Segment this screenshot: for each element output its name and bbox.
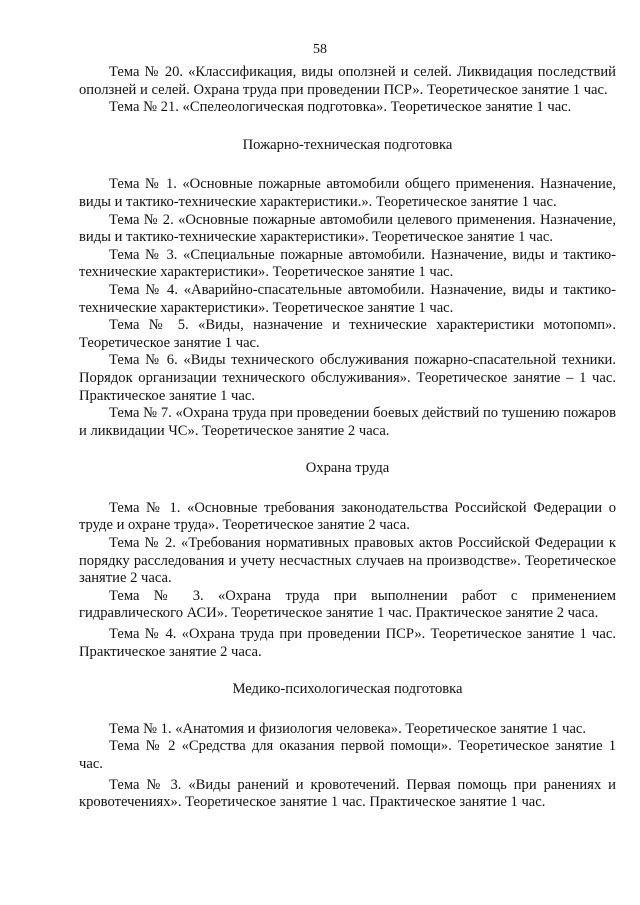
section-title-medical: Медико-психологическая подготовка (232, 681, 463, 698)
intro-paragraph: Тема № 21. «Спелеологическая подготовка». Теоретическое занятие 1 час. (109, 99, 572, 116)
section-title-fire-tech: Пожарно-техническая подготовка (242, 136, 453, 153)
topic-paragraph: Тема № 1. «Основные требования законодательства Российской Федерации о труде и охране труда». Теоретическое занятие 2 часа. (79, 499, 616, 534)
topic-paragraph: Тема № 1. «Анатомия и физиология человека». Теоретическое занятие 1 час. (109, 720, 587, 737)
topic-paragraph: Тема № 4. «Аварийно-спасательные автомобили. Назначение, виды и тактико-технические характеристики». Теоретическое занятие 1 час. (79, 281, 616, 316)
topic-paragraph: Тема № 5. «Виды, назначение и технические характеристики мотопомп». Теоретическое занятие 1 час. (79, 317, 616, 351)
topic-paragraph: Тема № 1. «Основные пожарные автомобили общего применения. Назначение, виды и тактико-технические характеристики.». Теоретическое занятие 1 час. (79, 176, 616, 210)
topic-paragraph: Тема № 3. «Охрана труда при выполнении работ с применением гидравлического АСИ». Теоретическое занятие 1 час. Практическое занятие 2 часа. (79, 587, 616, 622)
topic-paragraph: Тема № 2. «Основные пожарные автомобили целевого применения. Назначение, виды и тактико-технические характеристики». Теоретическое занятие 1 час. (79, 211, 616, 246)
topic-paragraph: Тема № 3. «Специальные пожарные автомобили. Назначение, виды и тактико-технические характеристики». Теоретическое занятие 1 час. (79, 246, 616, 281)
topic-paragraph: Тема № 2 «Средства для оказания первой помощи». Теоретическое занятие 1 час. (79, 738, 616, 772)
intro-paragraph: Тема № 20. «Классификация, виды оползней и селей. Ликвидация последствий оползней и селей. Охрана труда при проведении ПСР». Теоретическое занятие 1 час. (79, 64, 616, 98)
topic-paragraph: Тема № 3. «Виды ранений и кровотечений. Первая помощь при ранениях и кровотечениях». Теоретическое занятие 1 час. Практическое занятие 1 час. (79, 776, 616, 811)
section-title-labor-safety: Охрана труда (305, 460, 390, 477)
topic-paragraph: Тема № 4. «Охрана труда при проведении ПСР». Теоретическое занятие 1 час. Практическое занятие 2 часа. (79, 626, 616, 660)
topic-paragraph: Тема № 2. «Требования нормативных правовых актов Российской Федерации к порядку расследования и учету несчастных случаев на производстве». Теоретическое занятие 2 часа. (79, 535, 616, 587)
page-number: 58 (313, 42, 327, 57)
document-body (79, 64, 616, 812)
topic-paragraph: Тема № 7. «Охрана труда при проведении боевых действий по тушению пожаров и ликвидации ЧС». Теоретическое занятие 2 часа. (79, 405, 616, 439)
topic-paragraph: Тема № 6. «Виды технического обслуживания пожарно-спасательной техники. Порядок организации технического обслуживания». Теоретическое занятие – 1 час. Практическое занятие 1 час. (79, 352, 616, 404)
